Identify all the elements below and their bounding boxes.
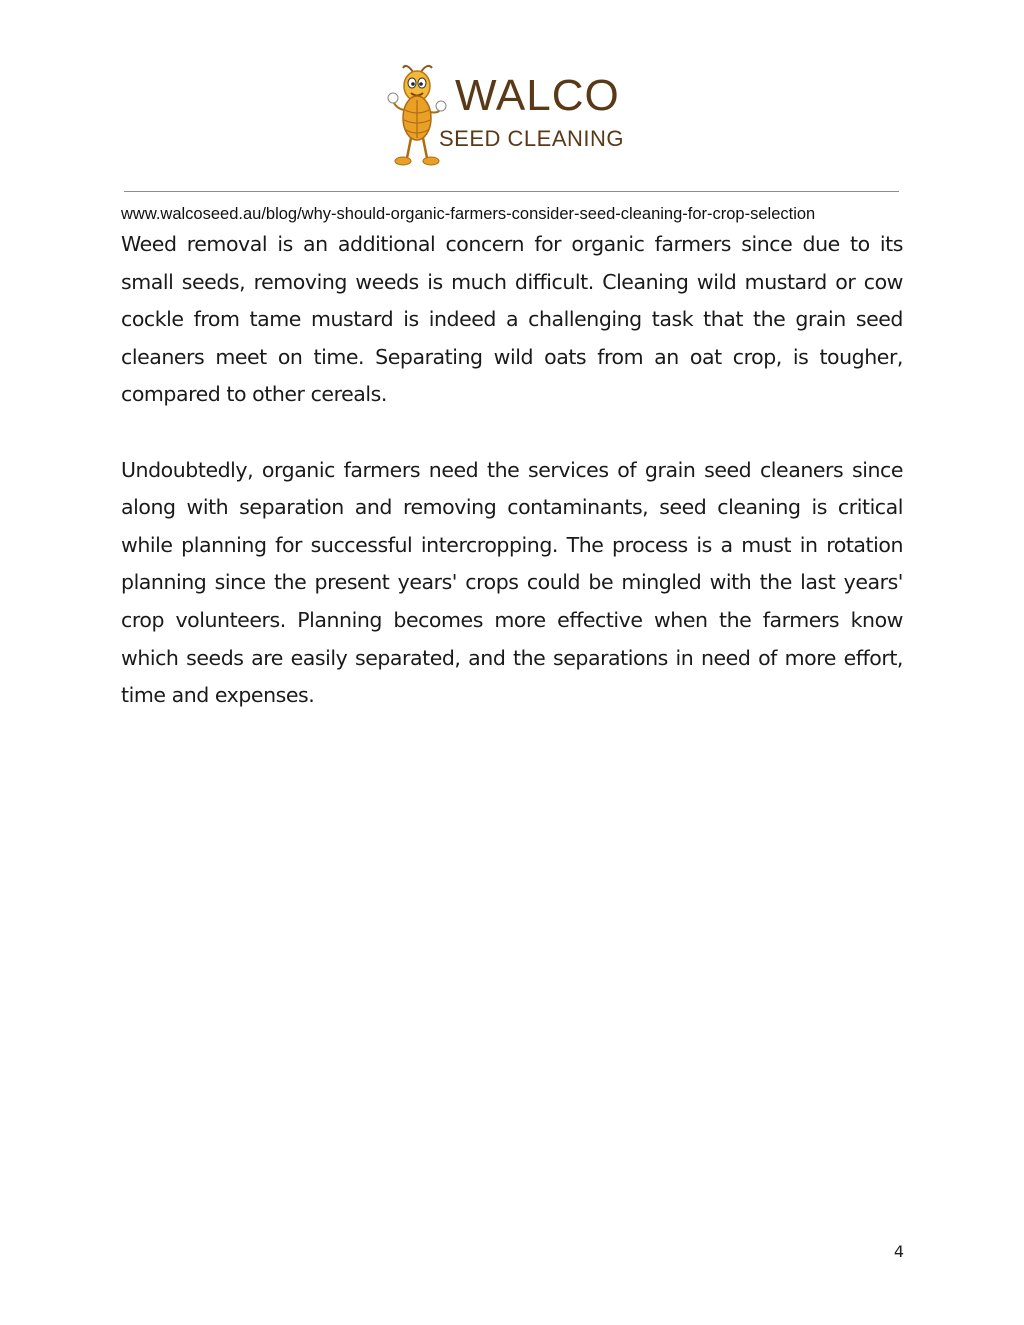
header-divider — [124, 191, 899, 192]
paragraph: Undoubtedly, organic farmers need the services of grain seed cleaners since along with separation and removing contaminants, seed cleaning is critical while planning for successful intercropping. The process is a must in rotation planning since the present years' crops could be mingled with the last years' crop volunteers. Planning becomes more effective when the farmers know which seeds are easily separated, and the separations in need of more effort, time and expenses. — [121, 457, 903, 708]
paragraph: Weed removal is an additional concern for organic farmers since due to its small seeds, removing weeds is much difficult. Cleaning wild mustard or cow cockle from tame mustard is indeed a challenging task that the grain seed cleaners meet on time. Separating wild oats from an oat crop, is tougher, compared to other cereals. — [121, 232, 903, 407]
article-body — [121, 226, 903, 752]
page-number: 4 — [893, 1242, 904, 1261]
wheat-mascot-icon — [388, 66, 446, 165]
logo-wordmark: WALCO — [455, 71, 620, 120]
logo-tagline: SEED CLEANING — [439, 126, 624, 151]
walco-logo — [383, 62, 645, 174]
source-url: www.walcoseed.au/blog/why-should-organic-farmers-consider-seed-cleaning-for-crop-selection — [121, 205, 816, 223]
